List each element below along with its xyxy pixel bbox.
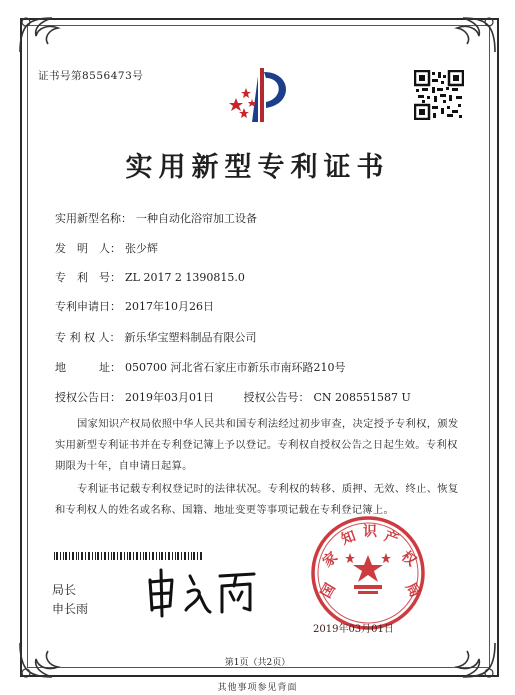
cnipa-emblem-icon <box>222 64 302 126</box>
svg-text:权: 权 <box>398 548 420 570</box>
publication-date-label: 授权公告日： <box>55 391 121 404</box>
field-utility-name <box>55 210 257 226</box>
handwritten-signature <box>140 566 260 618</box>
field-value: 张少辉 <box>125 242 158 255</box>
publication-number-label: 授权公告号： <box>243 391 310 404</box>
svg-text:识: 识 <box>363 524 377 540</box>
footer-note: 其他事项参见背面 <box>217 683 298 693</box>
publication-number-value: CN 208551587 U <box>313 391 411 404</box>
corner-ornament-icon <box>18 14 78 54</box>
svg-text:局: 局 <box>402 579 423 601</box>
field-label: 专 利 号： <box>55 271 121 284</box>
field-label: 专 利 权 人： <box>55 331 121 344</box>
field-label: 实用新型名称： <box>55 212 132 225</box>
legal-paragraph-2: 专利证书记载专利权登记时的法律状况。专利权的转移、质押、无效、终止、恢复和专利权人的姓名或名称、国籍、地址变更等事项记载在专利登记簿上。 <box>55 483 459 516</box>
field-value: 新乐华宝塑料制品有限公司 <box>124 331 257 344</box>
publication-date-value: 2019年03月01日 <box>125 391 214 404</box>
legal-paragraph-1: 国家知识产权局依照中华人民共和国专利法经过初步审查，决定授予专利权，颁发实用新型专利证书并在专利登记簿上予以登记。专利权自授权公告之日起生效。专利权期限为十年，自申请日起算。 <box>55 418 459 472</box>
field-patentee <box>55 329 257 345</box>
certificate-number: 证书号第8556473号 <box>38 70 144 82</box>
field-address <box>55 359 345 375</box>
page-number: 第1页（共2页） <box>224 658 291 668</box>
field-publication <box>55 389 411 405</box>
field-value: ZL 2017 2 1390815.0 <box>125 271 245 284</box>
svg-text:知: 知 <box>339 528 358 549</box>
field-patent-number <box>55 269 245 285</box>
svg-text:家: 家 <box>319 549 341 571</box>
official-seal <box>310 515 426 631</box>
official-name: 申长雨 <box>52 602 89 616</box>
field-label: 专利申请日： <box>55 300 121 313</box>
barcode <box>54 545 204 553</box>
field-inventor <box>55 240 158 256</box>
qr-code <box>414 70 464 120</box>
field-value: 2017年10月26日 <box>125 300 214 313</box>
field-value: 050700 河北省石家庄市新乐市南环路210号 <box>125 361 346 374</box>
official-title: 局长 <box>52 583 77 597</box>
field-value: 一种自动化浴帘加工设备 <box>136 212 257 225</box>
field-label: 地 址： <box>55 361 121 374</box>
document-title: 实用新型专利证书 <box>125 152 390 183</box>
corner-ornament-icon <box>437 14 497 54</box>
svg-text:国: 国 <box>318 580 339 602</box>
seal-date: 2019年03月01日 <box>313 624 394 635</box>
svg-text:产: 产 <box>382 528 401 549</box>
field-application-date <box>55 298 214 314</box>
field-label: 发 明 人： <box>55 242 121 255</box>
